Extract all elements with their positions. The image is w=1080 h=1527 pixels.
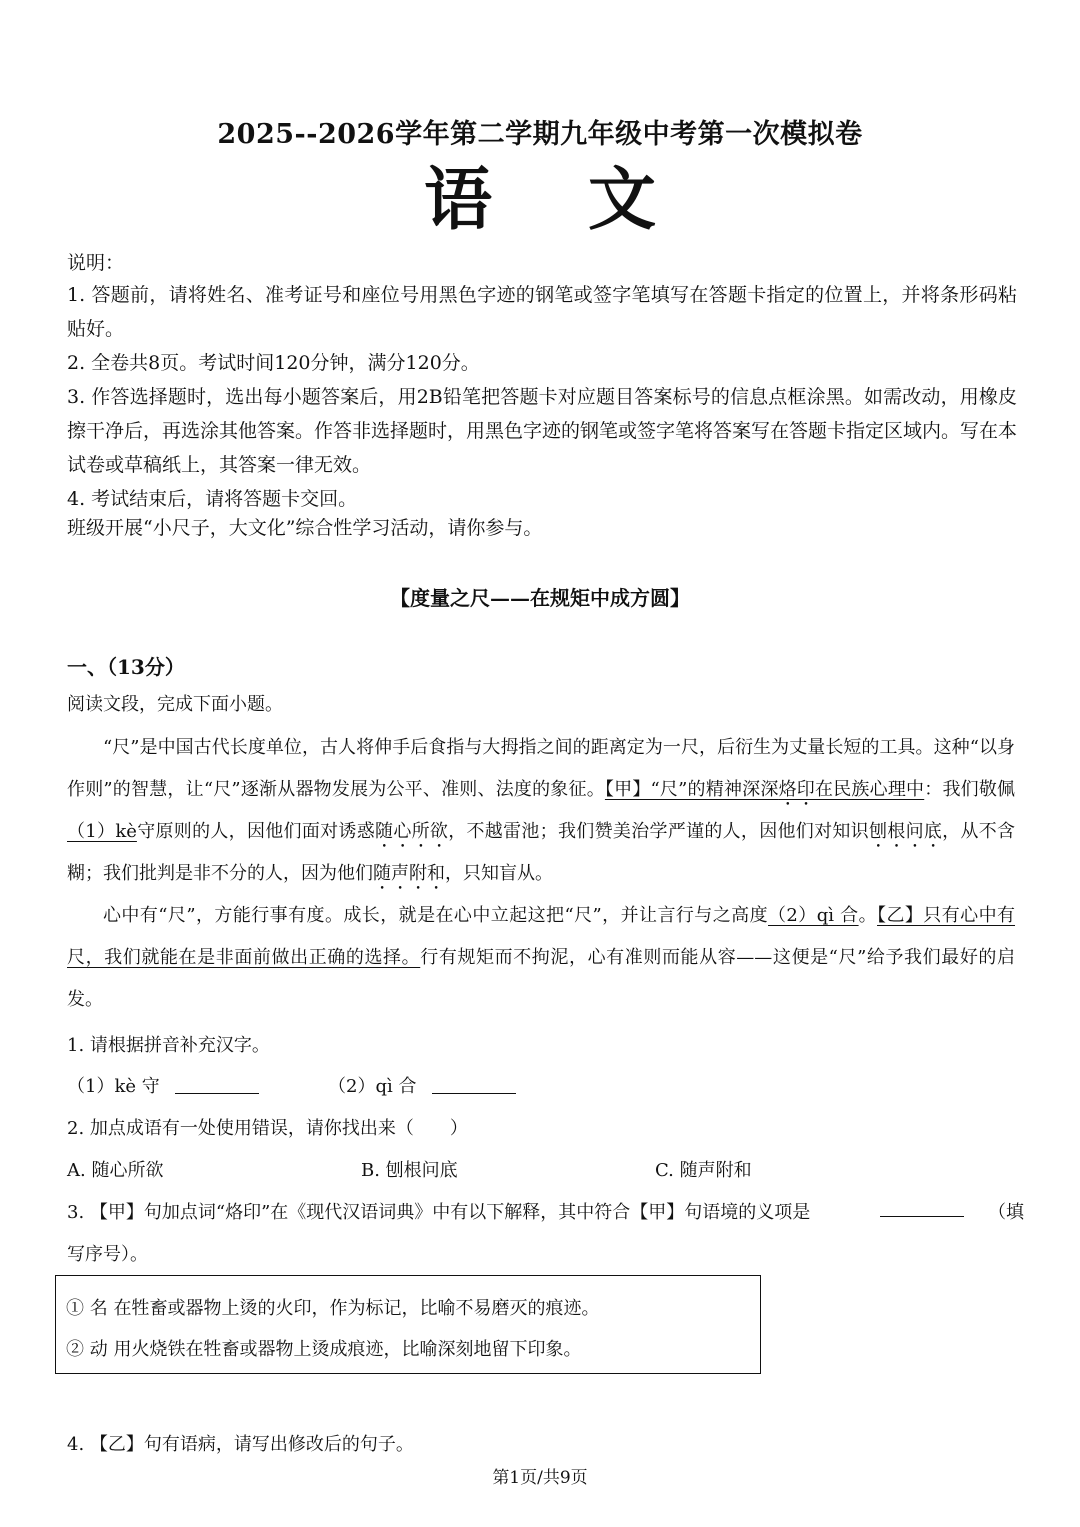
instruction-item: 3. 作答选择题时，选出每小题答案后，用2B铅笔把答题卡对应题目答案标号的信息点框涂黑。如需改动，用橡皮擦干净后，再选涂其他答案。作答非选择题时，用黑色字迹的钢笔或签字笔将答案写在答题卡指定区域内。写在本试卷或草稿纸上，其答案一律无效。 (67, 386, 1018, 476)
reading-passage (67, 727, 1015, 1021)
dotted-word-laoyin: 烙印 (778, 779, 815, 800)
passage-text: 【甲】“尺”的精神深深 (604, 779, 779, 800)
subject-char-1: 语 (423, 160, 492, 240)
answer-blank-1[interactable] (175, 1075, 259, 1094)
question-3-tail-1: （填 (988, 1202, 1024, 1223)
passage-text: ，只知盲从。 (445, 863, 553, 884)
exam-title: 2025--2026学年第二学期九年级中考第一次模拟卷 (217, 119, 863, 150)
instructions-heading: 说明： (67, 252, 125, 274)
passage-text: 。 (858, 905, 878, 926)
passage-text: ，不越雷池；我们赞美治学严谨的人，因他们对知识 (448, 821, 869, 842)
option-b[interactable]: B. 刨根问底 (361, 1160, 458, 1181)
passage-text: 在民族心理中 (815, 779, 925, 800)
passage-text: ：我们敬佩 (924, 779, 1016, 800)
question-1-item-1 (67, 1072, 259, 1098)
question-3-stem (67, 1198, 810, 1224)
passage-text: 心中有“尺”，方能行事有度。成长，就是在心中立起这把“尺”，并让言行与之高度 (103, 905, 768, 926)
instructions-list (67, 278, 1017, 516)
passage-text: ，从不含糊；我们批判是非不分的人，因为他们 (67, 821, 1016, 884)
answer-blank-2[interactable] (432, 1075, 516, 1094)
definition-box (55, 1275, 761, 1374)
question-4-stem: 4. 【乙】句有语病，请写出修改后的句子。 (67, 1434, 414, 1455)
passage-text: 行有规矩而不拘泥，心有准则而能从容——这便是“尺”给予我们最好的启发。 (67, 947, 1015, 1010)
page-number: 第1页/共9页 (492, 1468, 588, 1488)
subject-char-2: 文 (588, 160, 657, 240)
part-heading: 一、（13分） (67, 655, 185, 679)
pinyin-blank-1: （1）kè (67, 821, 137, 842)
reading-prompt: 阅读文段，完成下面小题。 (67, 694, 283, 715)
instruction-item: 2. 全卷共8页。考试时间120分钟，满分120分。 (67, 352, 480, 374)
dotted-idiom-1: 随心所欲 (375, 821, 449, 842)
subject-title (0, 160, 1080, 240)
question-3-text: 3. 【甲】句加点词“烙印”在《现代汉语词典》中有以下解释，其中符合【甲】句语境的义项是 (67, 1202, 811, 1223)
passage-text: “尺”是中国古代长度单位，古人将伸手后食指与大拇指之间的距离定为一尺，后衍生为丈量长短的工具。这种“以身作则”的智慧，让“尺”逐渐从器物发展为公平、准则、法度的象征。 (67, 737, 1015, 800)
definition-2: ② 动 用火烧铁在牲畜或器物上烫成痕迹，比喻深刻地留下印象。 (66, 1339, 582, 1360)
passage-paragraph-1 (67, 727, 1015, 895)
option-a[interactable]: A. 随心所欲 (67, 1160, 164, 1181)
sentence-yi: 【乙】只有心中有尺，我们就能在是非面前做出正确的选择。 (67, 905, 1016, 968)
section-title: 【度量之尺——在规矩中成方圆】 (390, 586, 690, 610)
question-3-tail-2: 写序号）。 (67, 1244, 148, 1265)
answer-blank-3[interactable] (880, 1198, 964, 1217)
passage-paragraph-2 (67, 895, 1015, 1021)
question-1-item-2-label: （2）qì 合 (328, 1076, 417, 1097)
question-1-item-1-label: （1）kè 守 (67, 1076, 160, 1097)
question-1-stem: 1. 请根据拼音补充汉字。 (67, 1035, 270, 1056)
definition-1: ① 名 在牲畜或器物上烫的火印，作为标记，比喻不易磨灭的痕迹。 (66, 1298, 600, 1319)
passage-text: 守原则的人，因他们面对诱惑 (136, 821, 376, 842)
instruction-item: 4. 考试结束后，请将答题卡交回。 (67, 488, 358, 510)
instruction-item: 1. 答题前，请将姓名、准考证号和座位号用黑色字迹的钢笔或签字笔填写在答题卡指定的位置上，并将条形码粘贴好。 (67, 284, 1017, 340)
sentence-jia (605, 779, 924, 800)
dotted-idiom-2: 刨根问底 (868, 821, 943, 842)
option-c[interactable]: C. 随声附和 (655, 1160, 752, 1181)
activity-intro: 班级开展“小尺子，大文化”综合性学习活动，请你参与。 (67, 517, 543, 539)
question-3-answer (880, 1198, 964, 1220)
pinyin-blank-2: （2）qì 合 (768, 905, 859, 926)
question-2-stem: 2. 加点成语有一处使用错误，请你找出来（ ） (67, 1118, 468, 1139)
dotted-idiom-3: 随声附和 (373, 863, 445, 884)
question-1-item-2 (328, 1072, 516, 1098)
